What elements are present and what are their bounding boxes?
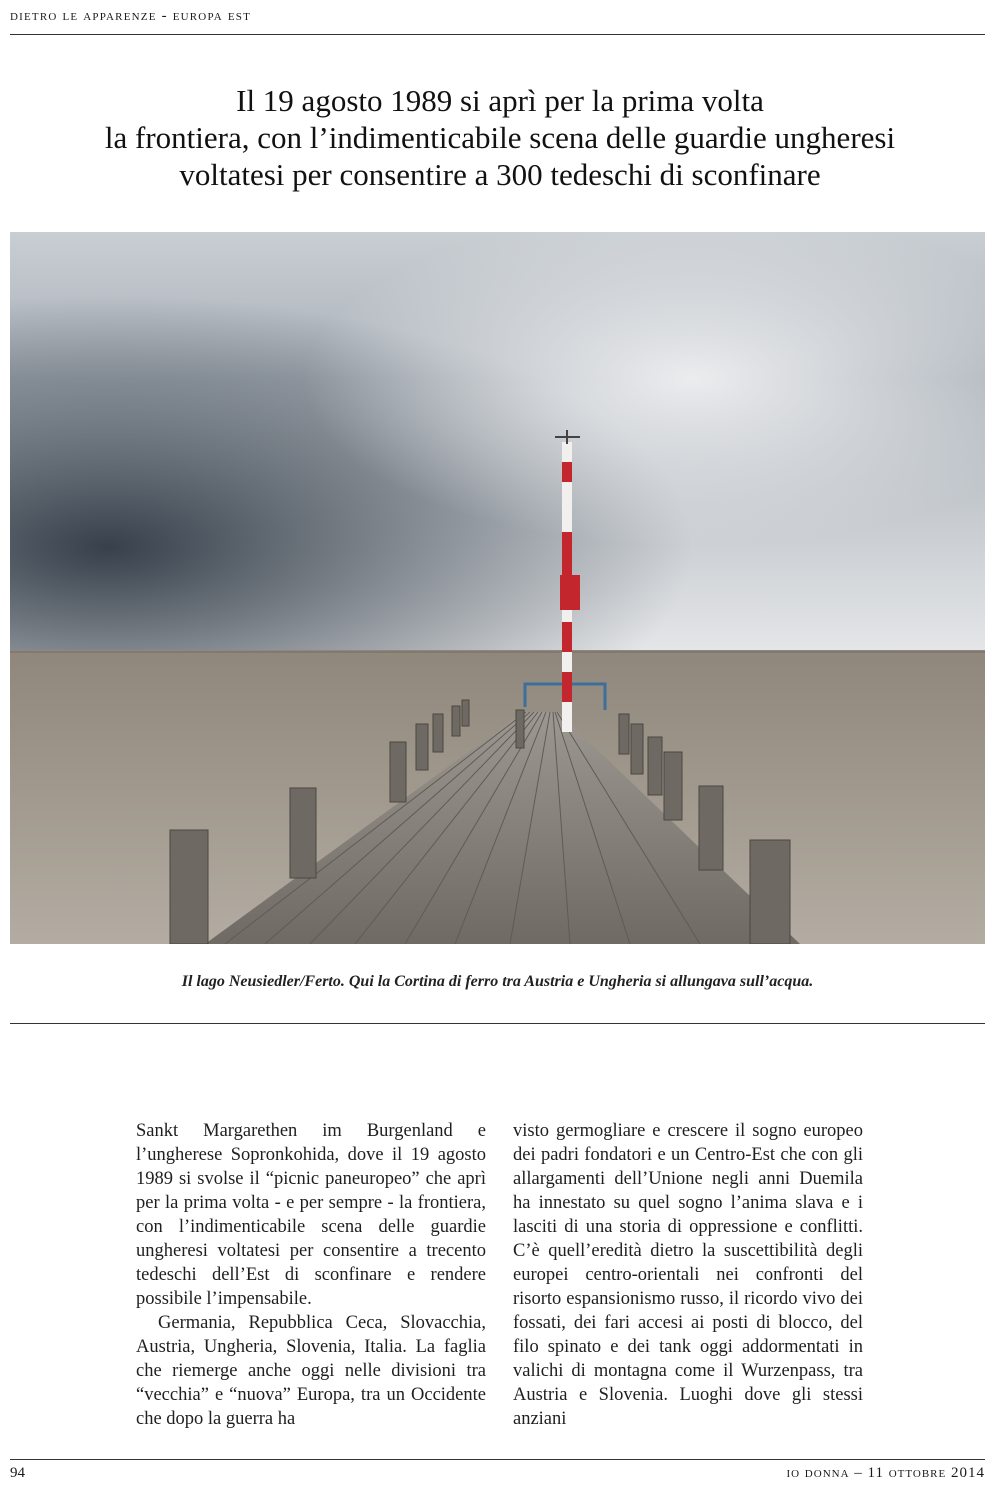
pull-quote-line: la frontiera, con l’indimenticabile scena delle guardie ungheresi — [104, 120, 896, 155]
paragraph: Germania, Repubblica Ceca, Slovacchia, Austria, Ungheria, Slovenia, Italia. La faglia che riemerge anche oggi nelle divisioni tra “vecchia” e “nuova” Europa, tra un Occidente che dopo la guerra ha — [136, 1313, 486, 1429]
photo-caption: Il lago Neusiedler/Ferto. Qui la Cortina di ferro tra Austria e Ungheria si allungava sull’acqua. — [181, 973, 814, 990]
section-header: dietro le apparenze - europa est — [10, 8, 252, 24]
article-column-right — [513, 1119, 863, 1431]
footer-rule — [10, 1459, 985, 1460]
pull-quote-line: voltatesi per consentire a 300 tedeschi di sconfinare — [179, 157, 821, 192]
article-column-left — [136, 1119, 486, 1431]
caption-rule — [10, 1023, 985, 1024]
publication-info: io donna – 11 ottobre 2014 — [786, 1465, 985, 1481]
page-number: 94 — [10, 1465, 25, 1481]
paragraph: Sankt Margarethen im Burgenland e l’ungherese Sopronkohida, dove il 19 agosto 1989 si svolse il “picnic paneuropeo” che aprì per la prima volta - e per sempre - la frontiera, con l’indimenticabile scena delle guardie ungheresi voltatesi per consentire a trecento tedeschi dell’Est di sconfinare e rendere possibile l’impensabile. — [136, 1121, 486, 1309]
pull-quote-line: Il 19 agosto 1989 si aprì per la prima volta — [236, 83, 764, 118]
pull-quote — [20, 82, 980, 193]
header-rule — [10, 34, 985, 35]
lake-pier-photo — [10, 232, 985, 944]
paragraph: visto germogliare e crescere il sogno europeo dei padri fondatori e un Centro-Est che con gli allargamenti dell’Unione negli anni Duemila ha innestato su quel sogno l’anima slava e i lasciti di una storia di oppressione e conflitti. C’è quell’eredità dietro la suscettibilità degli europei centro-orientali nei confronti del risorto espansionismo russo, il ricordo vivo dei fossati, dei fari accesi ai posti di blocco, del filo spinato e dei tank oggi addormentati in valichi di montagna come il Wurzenpass, tra Austria e Slovenia. Luoghi dove gli stessi anziani — [513, 1121, 863, 1429]
